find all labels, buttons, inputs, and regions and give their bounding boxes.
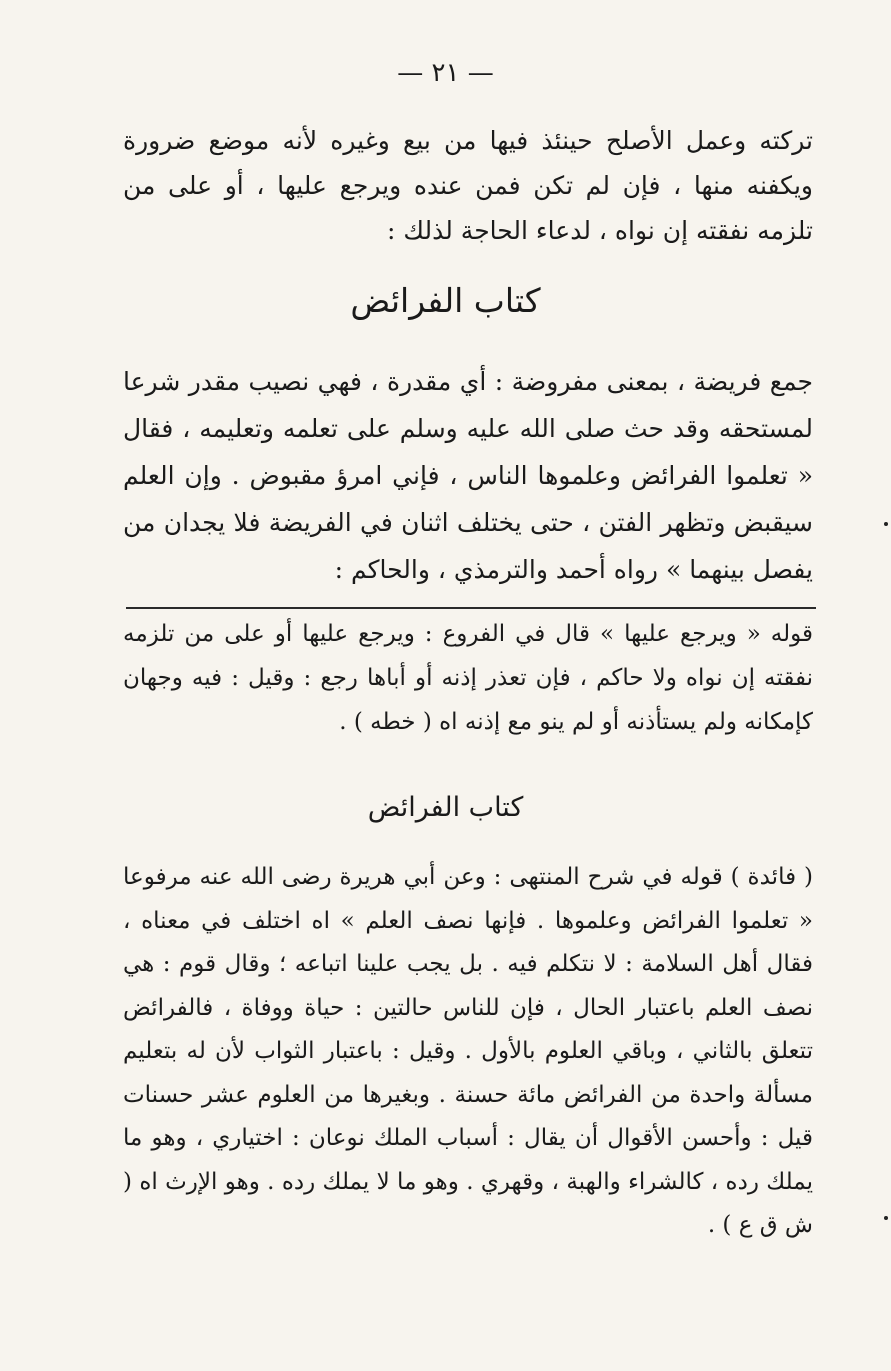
edge-mark-top [884, 522, 888, 526]
edge-mark-bottom [884, 1216, 888, 1220]
bottom-paragraph-block [123, 856, 813, 1248]
lead-paragraph-block [123, 118, 813, 253]
main-paragraph-block [123, 358, 813, 593]
bottom-paragraph: ( فائدة ) قوله في شرح المنتهى : وعن أبي هريرة رضى الله عنه مرفوعا « تعلموا الفرائض وعلموها . فإنها نصف العلم » اه اختلف في معناه ، فقال أهل السلامة : لا نتكلم فيه . بل يجب علينا اتباعه ؛ وقال قوم : هي نصف العلم باعتبار الحال ، فإن للناس حالتين : حياة ووفاة ، فالفرائض تتعلق بالثاني ، وباقي العلوم بالأول . وقيل : باعتبار الثواب لأن له بتعليم مسألة واحدة من الفرائض مائة حسنة . وبغيرها من العلوم عشر حسنات قيل : وأحسن الأقوال أن يقال : أسباب الملك نوعان : اختياري ، وهو ما يملك رده ، كالشراء والهبة ، وقهري . وهو ما لا يملك رده . وهو الإرث اه ( ش ق ع ) . [123, 864, 813, 1238]
note-paragraph: قوله « ويرجع عليها » قال في الفروع : ويرجع عليها أو على من تلزمه نفقته إن نواه ولا حاكم ، فإن تعذر إذنه أو أباها رجع : وقيل : فيه وجهان كإمكانه ولم يستأذنه أو لم ينو مع إذنه اه ( خطه ) . [123, 621, 813, 735]
note-paragraph-block [123, 612, 813, 744]
footnote-divider [126, 607, 816, 609]
note-chapter-title: كتاب الفرائض [367, 792, 524, 823]
main-paragraph: جمع فريضة ، بمعنى مفروضة : أي مقدرة ، فهي نصيب مقدر شرعا لمستحقه وقد حث صلى الله عليه وسلم على تعلمه وتعليمه ، فقال « تعلموا الفرائض وعلموها الناس ، فإني امرؤ مقبوض . وإن العلم سيقبض وتظهر الفتن ، حتى يختلف اثنان في الفريضة فلا يجدان من يفصل بينهما » رواه أحمد والترمذي ، والحاكم : [123, 367, 814, 584]
lead-paragraph: تركته وعمل الأصلح حينئذ فيها من بيع وغيره لأنه موضع ضرورة ويكفنه منها ، فإن لم تكن فمن عنده ويرجع عليها ، أو على من تلزمه نفقته إن نواه ، لدعاء الحاجة لذلك : [123, 126, 813, 245]
main-chapter-title: كتاب الفرائض [350, 281, 541, 320]
page-number: — ٢١ — [397, 58, 494, 88]
